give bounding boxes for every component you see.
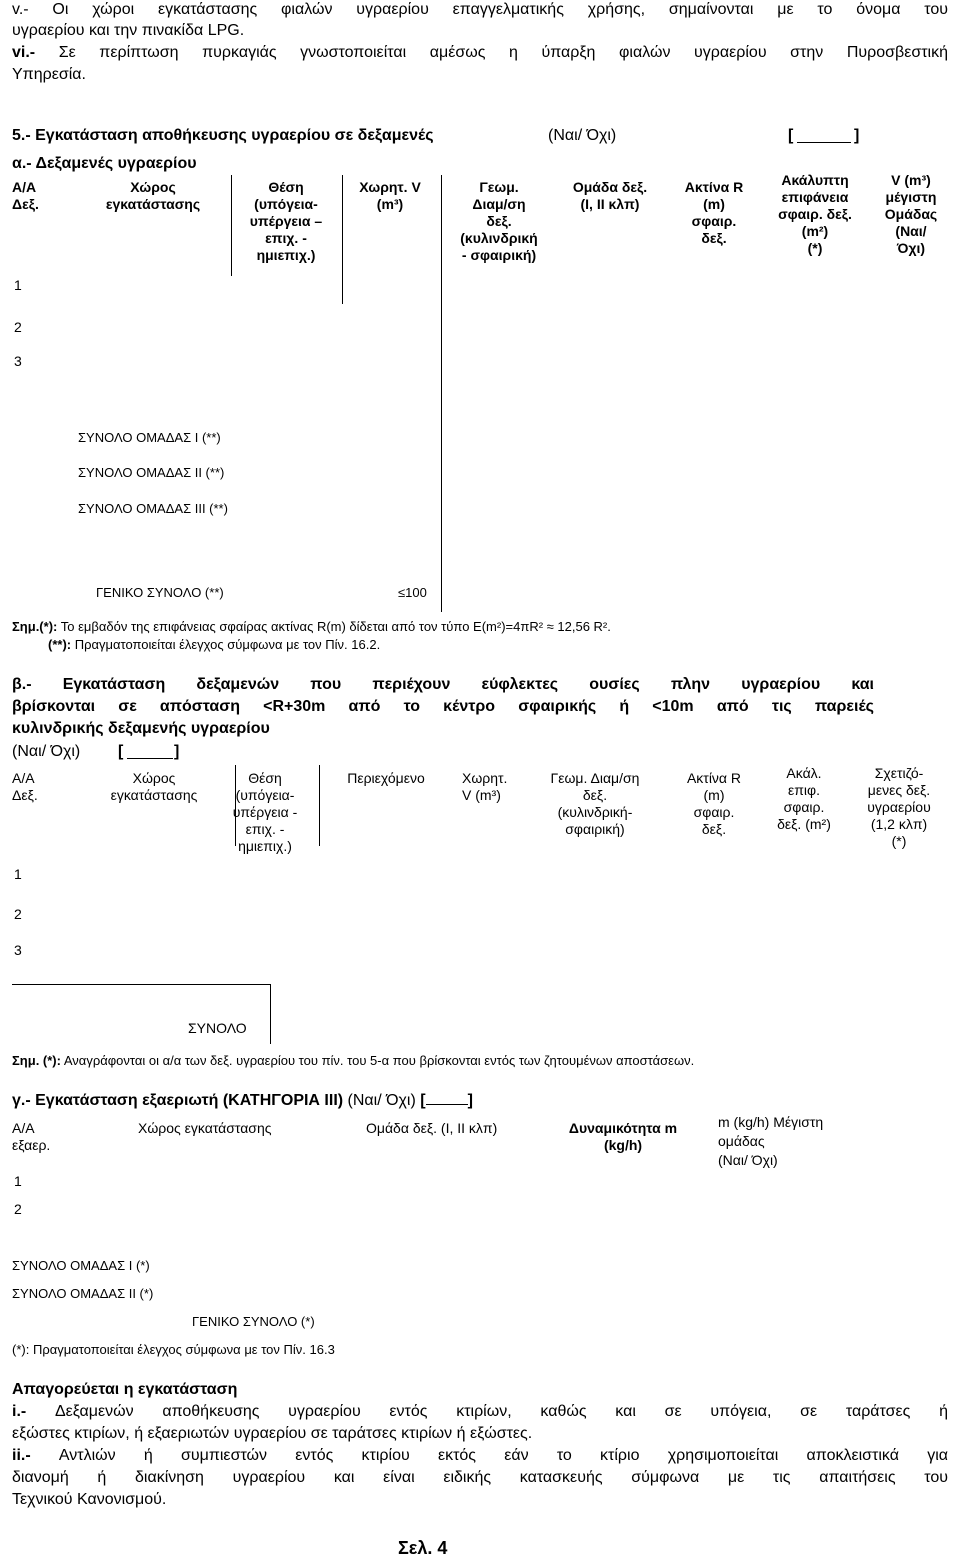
sub-a-note-1-text: Το εμβαδόν της επιφάνειας σφαίρας ακτίνας R(m) δίδεται από τον τύπο Ε(m²)=4πR² ≈ 12,56 R². <box>57 619 611 634</box>
table-c-header-location: Χώρος εγκατάστασης <box>138 1120 272 1136</box>
sub-b-bracket-open: [ <box>118 743 124 760</box>
sub-b-line-1: β.- Εγκατάσταση δεξαμενών που περιέχουν εύφλεκτες ουσίες πλην υγραερίου και <box>12 676 874 693</box>
prohibited-title: Απαγορεύεται η εγκατάσταση <box>12 1381 238 1398</box>
table-a-col-line <box>342 175 343 304</box>
sub-b-line-3: κυλινδρικής δεξαμενής υγραερίου <box>12 720 270 737</box>
sub-c-bracket-close: ] <box>467 1092 473 1109</box>
table-a-grand-limit: ≤100 <box>398 585 427 600</box>
table-a-row-1: 1 <box>14 277 22 293</box>
table-a-row-3: 3 <box>14 353 22 369</box>
prohibited-ii-line-1 <box>12 1446 948 1466</box>
table-c-header-group: Ομάδα δεξ. (Ι, ΙΙ κλπ) <box>366 1120 498 1136</box>
table-a-total-group-1: ΣΥΝΟΛΟ ΟΜΑΔΑΣ Ι (**) <box>78 430 221 445</box>
table-b-header-capacity: Χωρητ. V (m³) <box>462 770 508 803</box>
sub-c-note-label: (*): <box>12 1342 30 1357</box>
intro-line-v-cont: υγραερίου και την πινακίδα LPG. <box>12 22 245 39</box>
sub-a-title: α.- Δεξαμενές υγραερίου <box>12 155 197 172</box>
sub-c-heading <box>12 1090 473 1111</box>
table-b-header-related: Σχετιζό- μενες δεξ. υγραερίου (1,2 κλπ) (*) <box>867 765 931 849</box>
table-c-row-1: 1 <box>14 1173 22 1189</box>
table-a-header-radius: Ακτίνα R (m) σφαιρ. δεξ. <box>684 179 744 246</box>
intro-vi-text: Σε περίπτωση πυρκαγιάς γνωστοποιείται αμέσως η ύπαρξη φιαλών υγραερίου στην Πυροσβεστική <box>35 44 948 61</box>
table-a-grand-total: ΓΕΝΙΚΟ ΣΥΝΟΛΟ (**) <box>96 585 224 600</box>
table-b-row-line <box>12 984 270 985</box>
prohibited-i-label: i.- <box>12 1403 27 1420</box>
table-a-col-line <box>441 175 442 612</box>
prohibited-ii-label: ii.- <box>12 1447 31 1464</box>
section5-bracket-open: [ <box>788 127 794 144</box>
section5-answer-field[interactable] <box>797 142 851 143</box>
table-c-header-capacity: Δυναμικότητα m (kg/h) <box>568 1120 678 1153</box>
section5-title: 5.- Εγκατάσταση αποθήκευσης υγραερίου σε δεξαμενές <box>12 127 434 144</box>
table-b-header-surface: Ακάλ. επιφ. σφαιρ. δεξ. (m²) <box>777 765 831 832</box>
table-b-col-line <box>235 765 236 846</box>
table-b-col-line <box>270 984 271 1044</box>
sub-c-note-text: Πραγματοποιείται έλεγχος σύμφωνα με τον Πίν. 16.3 <box>29 1342 335 1357</box>
page-number: Σελ. 4 <box>398 1538 448 1558</box>
table-b-header-content: Περιεχόμενο <box>347 770 425 786</box>
table-a-header-location: Χώρος εγκατάστασης <box>105 179 201 212</box>
sub-a-note-1 <box>12 619 611 635</box>
prohibited-ii-line-2: διανομή ή διακίνηση υγραερίου και είναι ειδικής κατασκευής σύμφωνα με τις απαιτήσεις του <box>12 1469 948 1486</box>
sub-b-yes-no: (Ναι/ Όχι) <box>12 743 81 760</box>
sub-b-note-text: Αναγράφονται οι α/α των δεξ. υγραερίου του πίν. του 5-α που βρίσκονται εντός των ζητουμένων αποστάσεων. <box>60 1053 695 1068</box>
table-a-header-geometry: Γεωμ. Διαμ/ση δεξ. (κυλινδρική - σφαιρική) <box>460 179 538 263</box>
table-b-header-aa: Α/Α Δεξ. <box>12 770 38 803</box>
section5-yes-no: (Ναι/ Όχι) <box>548 127 617 144</box>
sub-c-yes-no: (Ναι/ Όχι) <box>347 1092 416 1109</box>
table-c-grand-total: ΓΕΝΙΚΟ ΣΥΝΟΛΟ (*) <box>192 1314 315 1329</box>
sub-c-title: γ.- Εγκατάσταση εξαεριωτή (ΚΑΤΗΓΟΡΙΑ ΙΙΙ) <box>12 1092 344 1109</box>
table-b-total: ΣΥΝΟΛΟ <box>188 1020 247 1036</box>
table-b-header-location: Χώρος εγκατάστασης <box>110 770 198 803</box>
table-b-row-3: 3 <box>14 942 22 958</box>
sub-a-note-2-text: Πραγματοποιείται έλεγχος σύμφωνα με τον Πίν. 16.2. <box>71 637 381 652</box>
sub-b-note <box>12 1053 694 1069</box>
table-b-header-geometry: Γεωμ. Διαμ/ση δεξ. (κυλινδρική- σφαιρική) <box>550 770 640 837</box>
sub-b-note-label: Σημ. (*): <box>12 1053 61 1068</box>
prohibited-i-line-2: εξώστες κτιρίων, ή εξαεριωτών υγραερίου σε ταράτσες κτιρίων ή εξώστες. <box>12 1425 533 1442</box>
table-b-header-position: Θέση (υπόγεια- υπέργεια - επιχ. - ημιεπιχ.) <box>232 770 298 854</box>
table-c-total-group-1: ΣΥΝΟΛΟ ΟΜΑΔΑΣ Ι (*) <box>12 1258 150 1273</box>
table-c-header-max: m (kg/h) Μέγιστη ομάδας (Ναι/ Όχι) <box>718 1114 824 1168</box>
sub-a-note-2-label: (**): <box>48 637 72 652</box>
sub-c-note <box>12 1342 335 1358</box>
intro-line-vi-cont: Υπηρεσία. <box>12 66 86 83</box>
sub-b-answer-field[interactable] <box>127 758 173 759</box>
sub-b-line-2: βρίσκονται σε απόσταση <R+30m από το κέντρο σφαιρικής ή <10m από τις παρειές <box>12 698 874 715</box>
sub-c-answer-field[interactable] <box>426 1090 468 1105</box>
intro-vi-num: vi.- <box>12 44 36 61</box>
table-b-row-2: 2 <box>14 906 22 922</box>
table-b-row-1: 1 <box>14 866 22 882</box>
sub-b-bracket-close: ] <box>174 743 180 760</box>
table-b-header-radius: Ακτίνα R (m) σφαιρ. δεξ. <box>686 770 742 837</box>
table-a-header-position: Θέση (υπόγεια- υπέργεια – επιχ. - ημιεπιχ.) <box>249 179 323 263</box>
table-a-col-line <box>231 175 232 276</box>
sub-a-note-2 <box>48 637 380 653</box>
table-a-total-group-3: ΣΥΝΟΛΟ ΟΜΑΔΑΣ ΙΙΙ (**) <box>78 501 228 516</box>
table-c-header-aa: Α/Α εξαερ. <box>12 1120 51 1153</box>
table-a-header-group: Ομάδα δεξ. (Ι, ΙΙ κλπ) <box>572 179 648 212</box>
section5-bracket-close: ] <box>854 127 860 144</box>
prohibited-ii-line-3: Τεχνικού Κανονισμού. <box>12 1491 167 1508</box>
sub-a-note-1-label: Σημ.(*): <box>12 619 58 634</box>
intro-line-v: v.- Οι χώροι εγκατάστασης φιαλών υγραερίου επαγγελματικής χρήσης, σημαίνονται με το όνομα του <box>12 1 948 18</box>
table-a-row-2: 2 <box>14 319 22 335</box>
prohibited-ii-text: Αντλιών ή συμπιεστών εντός κτιρίου εκτός εάν το κτίριο χρησιμοποιείται αποκλειστικά για <box>30 1447 948 1464</box>
table-a-header-aa: Α/Α Δεξ. <box>12 179 39 212</box>
prohibited-i-text: Δεξαμενών αποθήκευσης υγραερίου εντός κτιρίων, καθώς και σε υπόγεια, σε ταράτσες ή <box>26 1403 948 1420</box>
table-b-col-line <box>319 765 320 846</box>
table-c-row-2: 2 <box>14 1201 22 1217</box>
table-a-header-surface: Ακάλυπτη επιφάνεια σφαιρ. δεξ. (m²) (*) <box>778 172 852 256</box>
table-a-total-group-2: ΣΥΝΟΛΟ ΟΜΑΔΑΣ ΙΙ (**) <box>78 465 225 480</box>
prohibited-i-line-1 <box>12 1402 948 1422</box>
table-a-header-capacity: Χωρητ. V (m³) <box>359 179 421 212</box>
sub-c-bracket-open: [ <box>420 1092 426 1109</box>
table-a-header-vmax: V (m³) μέγιστη Ομάδας (Ναι/ Όχι) <box>884 172 938 256</box>
intro-line-vi <box>12 43 948 63</box>
table-c-total-group-2: ΣΥΝΟΛΟ ΟΜΑΔΑΣ ΙΙ (*) <box>12 1286 154 1301</box>
